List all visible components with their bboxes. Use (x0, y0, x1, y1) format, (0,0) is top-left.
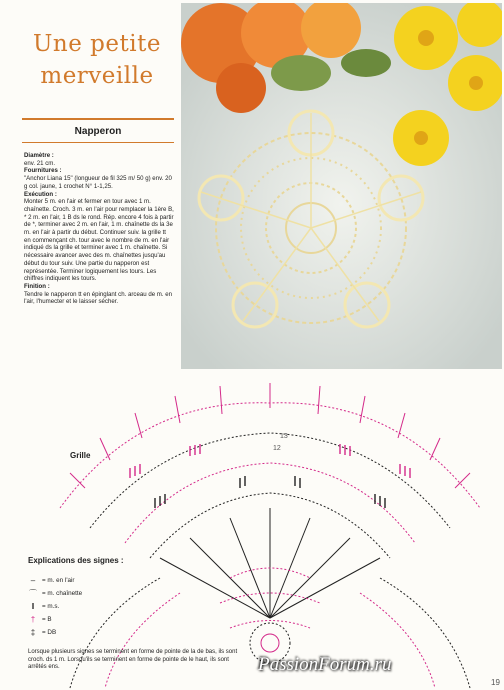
fournitures-value: "Anchor Liana 15" (longueur de fil 325 m/ 50 g) env. 20 g col. jaune, 1 crochet N° 1-1,25. (24, 175, 172, 190)
page-number: 19 (491, 678, 500, 687)
title-line2: merveille (40, 63, 154, 89)
note: Lorsque plusieurs signes se terminent en forme de pointe de la de bas, ils sont croch. ds 1 m. Lorsqu'ils se terminent en forme de pointe de le haut, ils sont arrêtés ens. (28, 649, 238, 671)
finition-value: Tendre le napperon tt en épinglant ch. arceau de m. en l'air, l'humecter et le laisser sécher. (24, 290, 173, 306)
legend-item: ⌒ = m. chaînette (29, 589, 83, 598)
watermark: PassionForum.ru (258, 654, 392, 675)
crochet-chart (30, 378, 504, 690)
legend-title: Explications des signes : (28, 556, 124, 565)
legend (28, 556, 168, 639)
treble-crochet-icon: ‡ (30, 628, 36, 637)
instructions (24, 152, 174, 306)
round-number: 13 (280, 433, 288, 440)
finition-label: Finition : (24, 282, 50, 290)
legend-item: † = B (28, 613, 168, 626)
legend-item: – = m. en l'air (28, 574, 168, 587)
diametre-value: env. 21 cm. (24, 159, 56, 167)
section-rule-top (22, 118, 174, 120)
page-title (22, 28, 172, 92)
legend-item: ǁ = m.s. (28, 600, 168, 613)
execution-label: Exécution : (24, 190, 57, 198)
diametre-label: Diamètre : (24, 152, 54, 159)
chain-stitch-icon: – (30, 576, 36, 585)
title-line1: Une petite (33, 31, 161, 57)
double-crochet-icon: † (30, 615, 36, 624)
doily-photo-illustration (181, 3, 502, 369)
fournitures-label: Fournitures : (24, 167, 62, 175)
round-number: 12 (273, 445, 281, 452)
single-crochet-icon: ǁ (31, 602, 35, 611)
section-rule-bottom (22, 142, 174, 143)
section-title: Napperon (74, 126, 122, 137)
slip-stitch-icon: ⌒ (29, 589, 37, 598)
grille-label: Grille (70, 451, 91, 460)
execution-value: Monter 5 m. en l'air et fermer en tour avec 1 m. chaînette. Croch. 3 m. en l'air pour remplacer la 1ère B, * 2 m. en l'air, 1 B ds le rond. Rép. encore 4 fois à partir de *, terminer avec 2 m. en l'air, 1 m. chaînette ds la 3e m. en l'air à partir du début. Continuer suiv. la grille tt en commençant ch. tour avec le nombre de m. en l'air indiqué ds la grille et terminer avec 1 m. chaînette. Si nécessaire avancer avec des m. chaînettes jusqu'au début du tour suiv. Une partie du napperon est représentée. Terminer logiquement les tours. Les chiffres indiquent les tours. (24, 198, 174, 283)
legend-item: ‡ = DB (28, 626, 168, 639)
doily-photo (181, 3, 502, 369)
